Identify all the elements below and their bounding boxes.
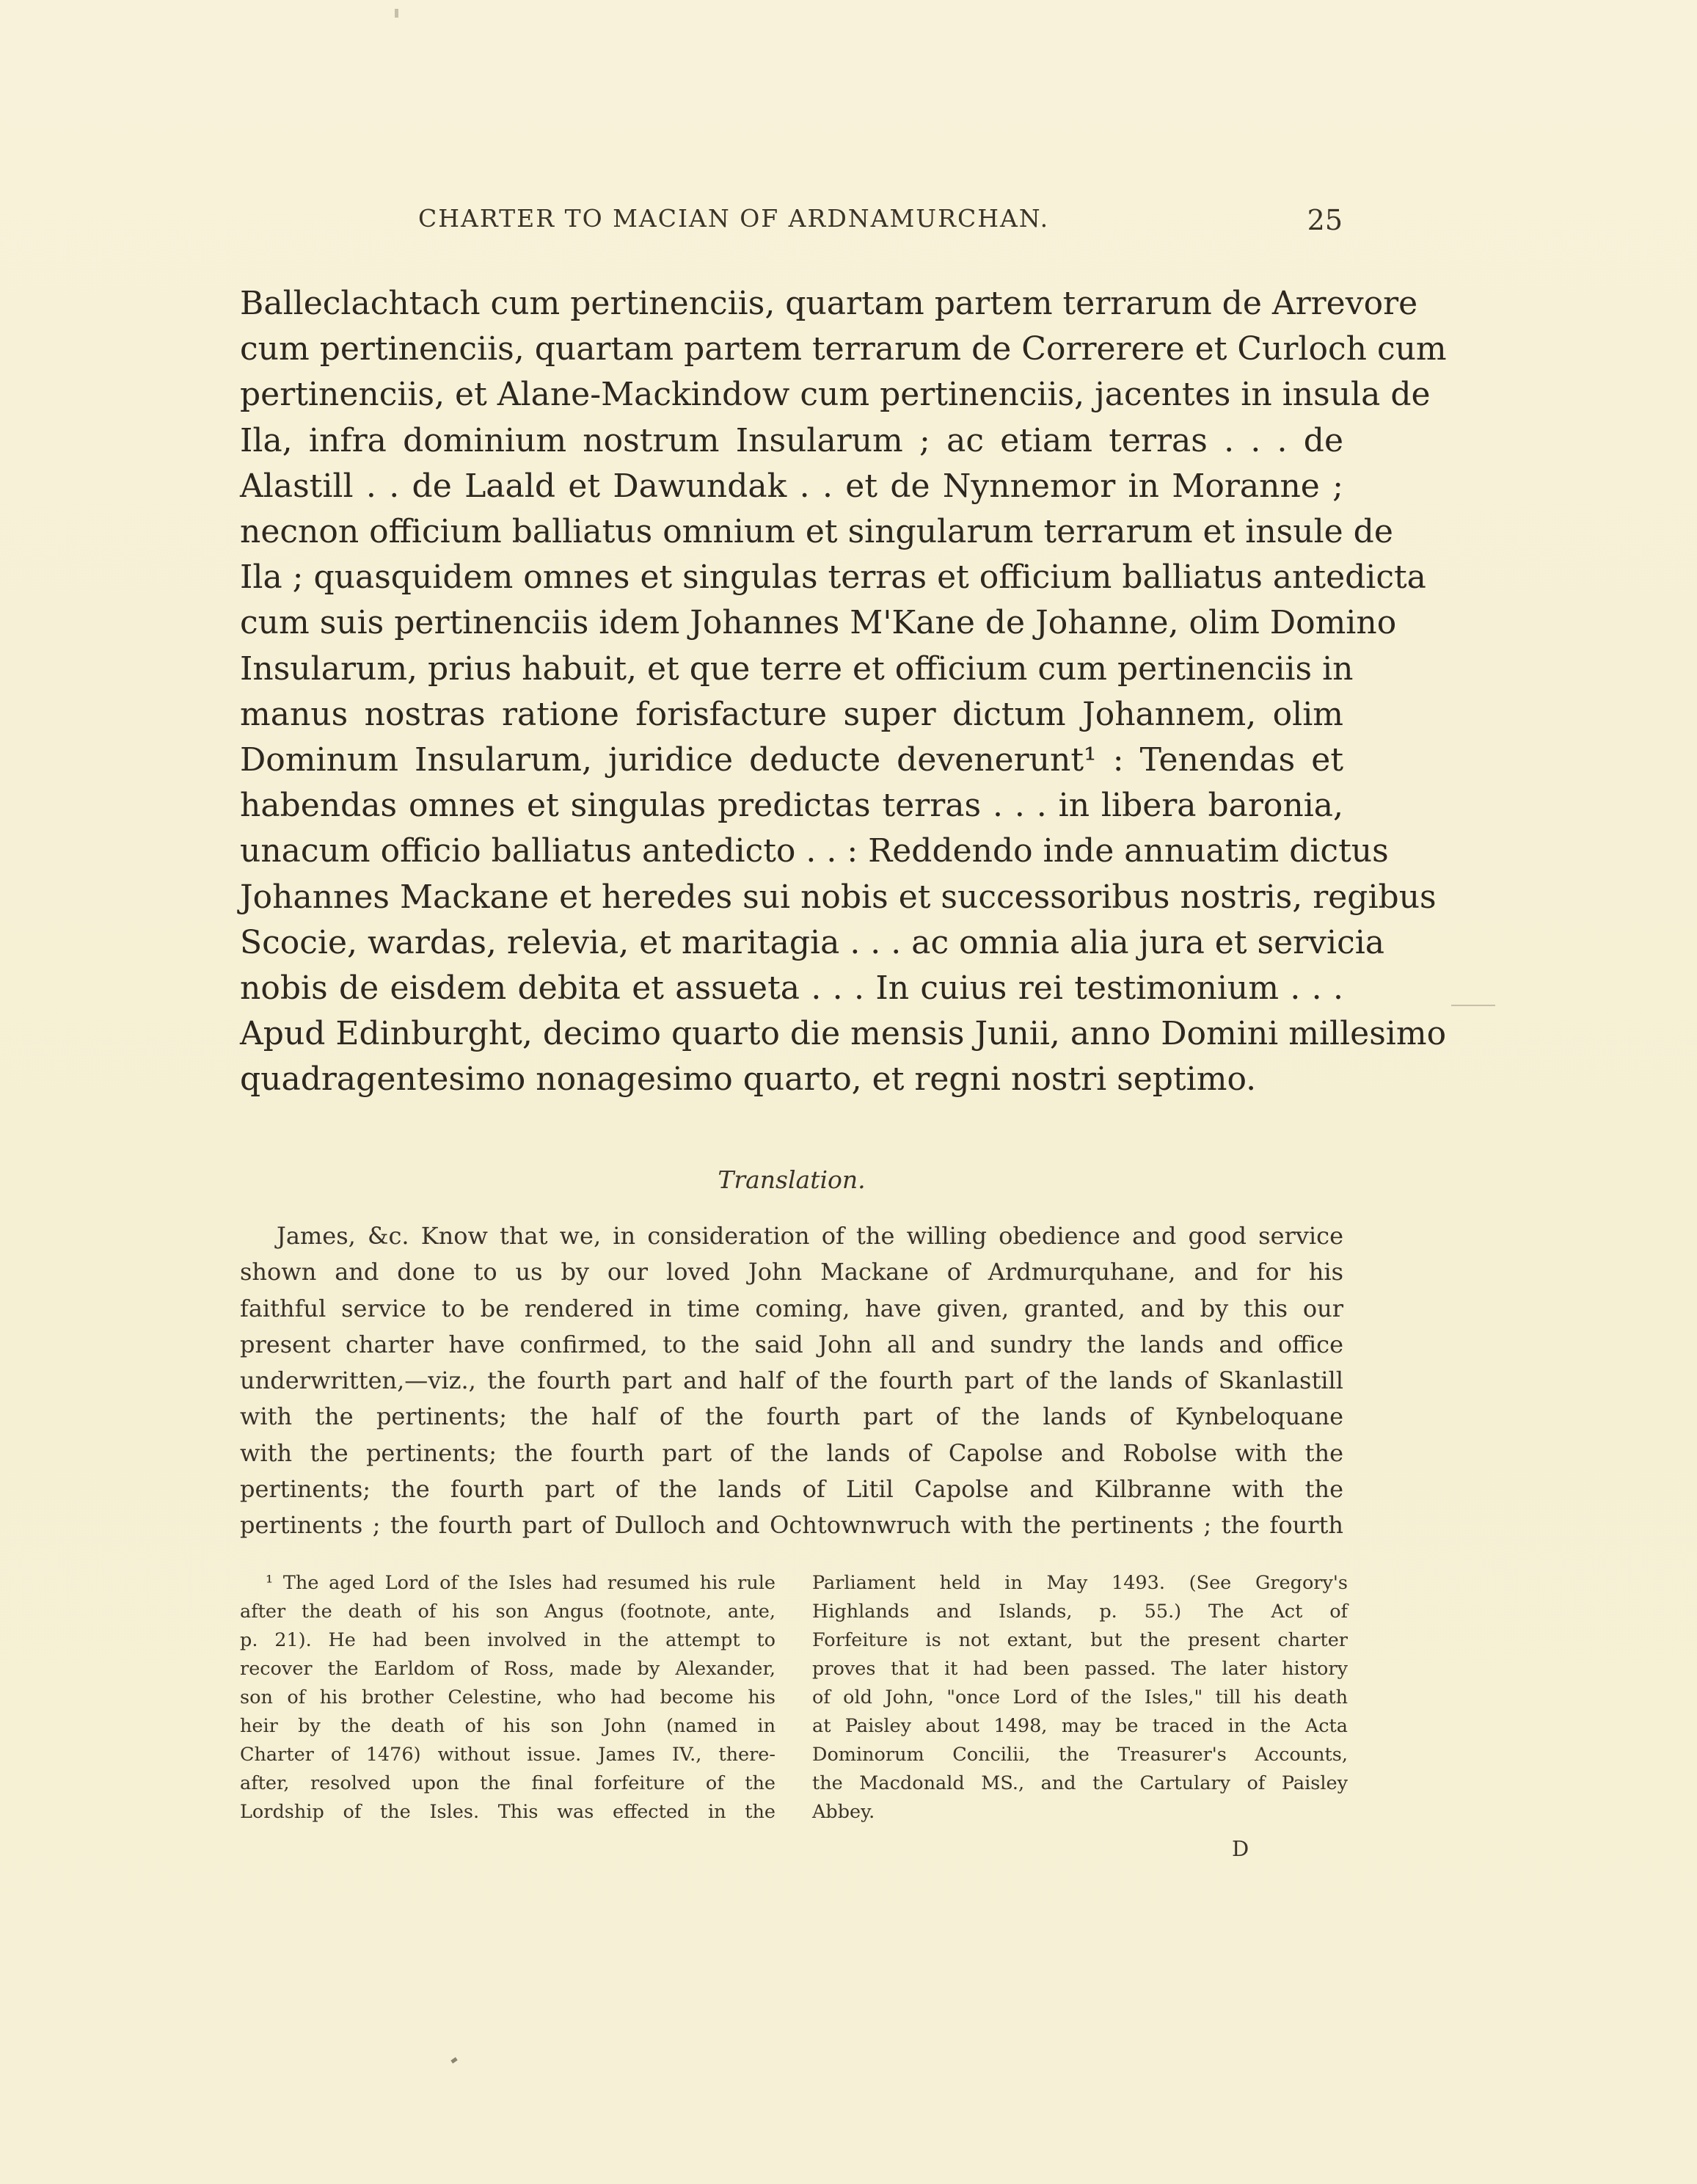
footnote-line: ¹ The aged Lord of the Isles had resumed his rule <box>266 1572 775 1594</box>
latin-line: Ila ; quasquidem omnes et singulas terras et officium balliatus antedicta <box>240 558 1426 597</box>
latin-line: pertinenciis, et Alane-Mackindow cum pertinenciis, jacentes in insula de <box>240 376 1431 414</box>
translation-heading: Translation. <box>718 1165 866 1194</box>
footnote-column-right <box>812 1569 1348 1827</box>
translation-line: present charter have confirmed, to the said John all and sundry the lands and office <box>240 1330 1343 1358</box>
footnote-line: at Paisley about 1498, may be traced in the Acta <box>812 1715 1348 1737</box>
footnote-line: Dominorum Concilii, the Treasurer's Accounts, <box>812 1744 1348 1766</box>
latin-line: unacum officio balliatus antedicto . . : Reddendo inde annuatim dictus <box>240 832 1389 870</box>
footnote-line: Charter of 1476) without issue. James IV., there- <box>240 1744 775 1766</box>
latin-line: habendas omnes et singulas predictas terras . . . in libera baronia, <box>240 787 1343 825</box>
footnote-line: Parliament held in May 1493. (See Gregory's <box>812 1572 1348 1594</box>
translation-line: pertinents ; the fourth part of Dulloch and Ochtownwruch with the pertinents ; the fourth <box>240 1511 1343 1540</box>
footnote-line: p. 21). He had been involved in the attempt to <box>240 1629 775 1651</box>
footnote-line: of old John, "once Lord of the Isles," till his death <box>812 1686 1348 1708</box>
footnote-line: son of his brother Celestine, who had become his <box>240 1686 775 1708</box>
footnote-line: recover the Earldom of Ross, made by Alexander, <box>240 1658 775 1680</box>
footnote-line: Highlands and Islands, p. 55.) The Act of <box>812 1601 1348 1623</box>
latin-line: Alastill . . de Laald et Dawundak . . et de Nynnemor in Moranne ; <box>240 467 1343 505</box>
footnote-line: after the death of his son Angus (footnote, ante, <box>240 1601 775 1623</box>
latin-line: manus nostras ratione forisfacture super dictum Johannem, olim <box>240 695 1343 733</box>
latin-line: Scocie, wardas, relevia, et maritagia . . . ac omnia alia jura et servicia <box>240 923 1385 961</box>
latin-line: Insularum, prius habuit, et que terre et officium cum pertinenciis in <box>240 649 1354 688</box>
footnote-line: Lordship of the Isles. This was effected in the <box>240 1801 775 1823</box>
footnote-column-left <box>240 1569 775 1827</box>
footnote-line: proves that it had been passed. The later history <box>812 1658 1348 1680</box>
page-number: 25 <box>1307 204 1343 236</box>
footnote-line: after, resolved upon the final forfeiture of the <box>240 1772 775 1794</box>
translation-line: shown and done to us by our loved John Mackane of Ardmurquhane, and for his <box>240 1258 1343 1286</box>
footnote-line: heir by the death of his son John (named in <box>240 1715 775 1737</box>
latin-line: cum pertinenciis, quartam partem terrarum de Correrere et Curloch cum <box>240 330 1447 368</box>
translation-text <box>240 1218 1343 1544</box>
footnote-line: the Macdonald MS., and the Cartulary of Paisley <box>812 1772 1348 1794</box>
ink-speck <box>395 9 398 18</box>
latin-line: Balleclachtach cum pertinenciis, quartam partem terrarum de Arrevore <box>240 285 1418 322</box>
latin-line: Johannes Mackane et heredes sui nobis et successoribus nostris, regibus <box>240 878 1437 916</box>
footnote-line: Abbey. <box>812 1801 875 1823</box>
page-title: CHARTER TO MACIAN OF ARDNAMURCHAN. <box>418 204 1050 233</box>
signature-mark: D <box>1232 1836 1249 1861</box>
latin-line: necnon officium balliatus omnium et singularum terrarum et insule de <box>240 513 1393 551</box>
ink-speck <box>450 2057 457 2064</box>
translation-line: with the pertinents; the fourth part of the lands of Capolse and Robolse with the <box>240 1438 1343 1467</box>
latin-charter-text <box>240 281 1447 1103</box>
translation-line: underwritten,—viz., the fourth part and half of the fourth part of the lands of Skanlastill <box>240 1366 1343 1395</box>
latin-line: Apud Edinburght, decimo quarto die mensis Junii, anno Domini millesimo <box>240 1015 1447 1053</box>
latin-line: quadragentesimo nonagesimo quarto, et regni nostri septimo. <box>240 1060 1257 1099</box>
latin-line: Dominum Insularum, juridice deducte devenerunt¹ : Tenendas et <box>240 741 1343 779</box>
translation-line: with the pertinents; the half of the fourth part of the lands of Kynbeloquane <box>240 1402 1343 1431</box>
translation-line: James, &c. Know that we, in consideration of the willing obedience and good service <box>277 1222 1343 1250</box>
footnote-line: Forfeiture is not extant, but the present charter <box>812 1629 1348 1651</box>
translation-line: pertinents; the fourth part of the lands of Litil Capolse and Kilbranne with the <box>240 1475 1343 1504</box>
latin-line: Ila, infra dominium nostrum Insularum ; ac etiam terras . . . de <box>240 421 1343 459</box>
margin-rule-mark <box>1451 1005 1495 1006</box>
translation-line: faithful service to be rendered in time coming, have given, granted, and by this our <box>240 1294 1343 1322</box>
latin-line: cum suis pertinenciis idem Johannes M'Kane de Johanne, olim Domino <box>240 604 1397 642</box>
latin-line: nobis de eisdem debita et assueta . . . In cuius rei testimonium . . . <box>240 969 1343 1008</box>
